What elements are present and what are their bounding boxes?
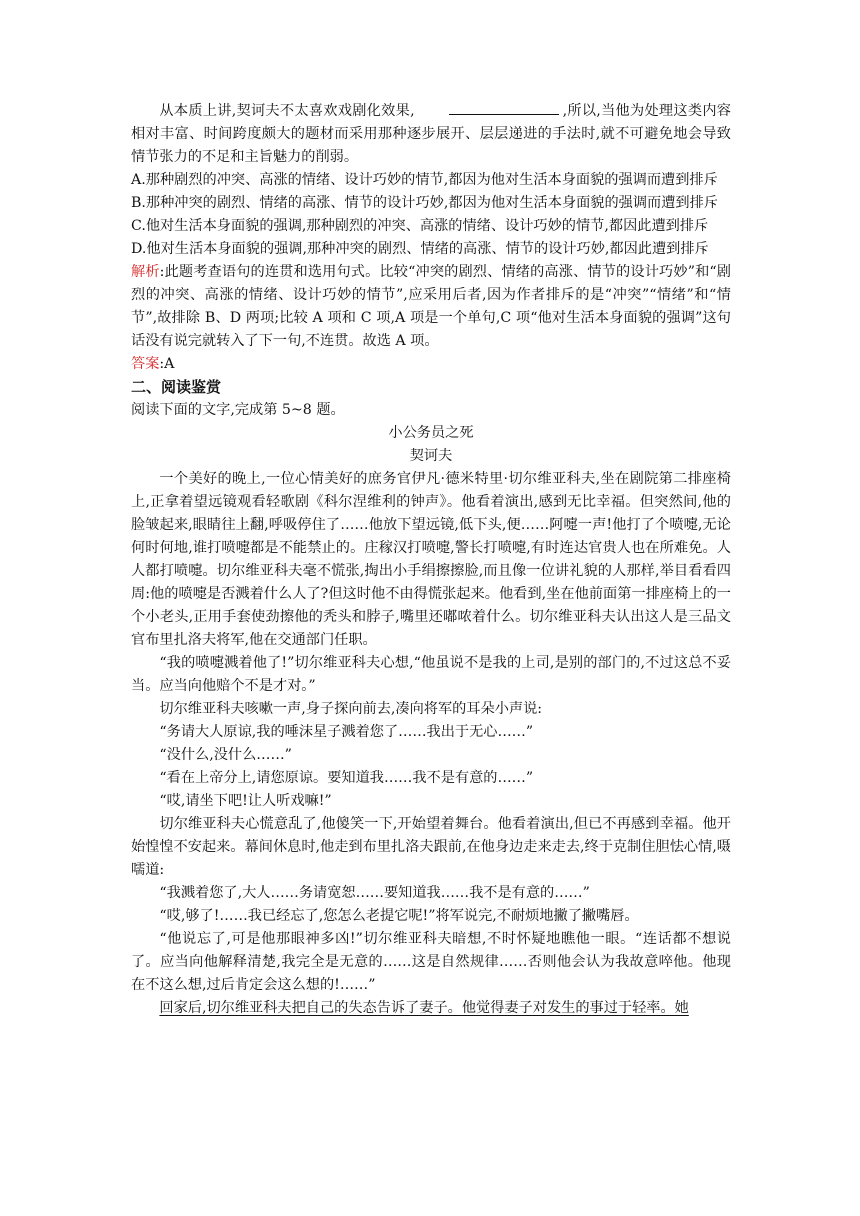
option-b: B.那种冲突的剧烈、情绪的高涨、情节的设计巧妙,都因为他对生活本身面貌的强调而遭到排斥 [131, 195, 718, 211]
story-paragraph-underlined [131, 997, 731, 1020]
story-author: 契诃夫 [409, 448, 453, 464]
story-paragraph: 切尔维亚科夫心慌意乱了,他傻笑一下,开始望着舞台。他看着演出,但已不再感到幸福。他开始惶惶不安起来。幕间休息时,他走到布里扎洛夫跟前,在他身边走来走去,终于克制住胆怯心情,嗫嚅道: [131, 816, 731, 878]
answer-label: 答案 [131, 356, 160, 372]
story-paragraph: “哎,够了!……我已经忘了,您怎么老提它呢!”将军说完,不耐烦地撇了撇嘴唇。 [159, 908, 639, 924]
story-paragraph: “没什么,没什么……” [159, 747, 292, 763]
story-paragraph: “我的喷嚏溅着他了!”切尔维亚科夫心想,“他虽说不是我的上司,是别的部门的,不过这总不妥当。应当向他赔个不是才对。” [131, 655, 731, 694]
story-paragraph: “看在上帝分上,请您原谅。要知道我……我不是有意的……” [159, 770, 534, 786]
answer-blank [449, 100, 559, 115]
story-paragraph: 一个美好的晚上,一位心情美好的庶务官伊凡·德米特里·切尔维亚科夫,坐在剧院第二排座椅上,正拿着望远镜观看轻歌剧《科尔涅维利的钟声》。他看着演出,感到无比幸福。但突然间,他的脸皱起来,眼睛往上翻,呼吸停住了……他放下望远镜,低下头,便……阿嚏一声!他打了个喷嚏,无论何时何地,谁打喷嚏都是不能禁止的。庄稼汉打喷嚏,警长打喷嚏,有时连达官贵人也在所难免。人人都打喷嚏。切尔维亚科夫毫不慌张,掏出小手绢擦擦脸,而且像一位讲礼貌的人那样,举目看看四周:他的喷嚏是否溅着什么人了?但这时他不由得慌张起来。他看到,坐在他前面第一排座椅上的一个小老头,正用手套使劲擦他的秃头和脖子,嘴里还嘟哝着什么。切尔维亚科夫认出这人是三品文官布里扎洛夫将军,他在交通部门任职。 [131, 471, 731, 648]
document-page [131, 100, 731, 1020]
option-a: A.那种剧烈的冲突、高涨的情绪、设计巧妙的情节,都因为他对生活本身面貌的强调而遭到排斥 [131, 172, 718, 188]
story-paragraph: 切尔维亚科夫咳嗽一声,身子探向前去,凑向将军的耳朵小声说: [159, 701, 543, 717]
section-instruction: 阅读下面的文字,完成第 5~8 题。 [131, 402, 345, 418]
option-c: C.他对生活本身面貌的强调,那种剧烈的冲突、高涨的情绪、设计巧妙的情节,都因此遭到排斥 [131, 218, 709, 234]
section-title: 二、阅读鉴赏 [131, 378, 222, 396]
question-stem-after-blank: ,所以,当他为处理这类内容相对丰富、时间跨度颇大的题材而采用那种逐步展开、层层递进的手法时,就不可避免地会导致情节张力的不足和主旨魅力的削弱。 [131, 103, 731, 165]
story-title: 小公务员之死 [388, 425, 474, 441]
story-paragraph: “他说忘了,可是他那眼神多凶!”切尔维亚科夫暗想,不时怀疑地瞧他一眼。“连话都不想说了。应当向他解释清楚,我完全是无意的……这是自然规律……否则他会认为我故意啐他。他现在不这么想,过后肯定会这么想的!……” [131, 931, 731, 993]
story-paragraph: “哎,请坐下吧!让人听戏嘛!” [159, 793, 332, 809]
answer-text: :A [159, 356, 175, 372]
story-paragraph: “我溅着您了,大人……务请宽恕……要知道我……我不是有意的……” [159, 885, 590, 901]
analysis [131, 261, 731, 353]
option-d: D.他对生活本身面貌的强调,那种冲突的剧烈、情绪的高涨、情节的设计巧妙,都因此遭到排斥 [131, 241, 709, 257]
question-stem-before-blank: 从本质上讲,契诃夫不太喜欢戏剧化效果, [159, 103, 415, 119]
answer [131, 353, 731, 376]
story-paragraph: “务请大人原谅,我的唾沫星子溅着您了……我出于无心……” [159, 724, 534, 740]
underlined-passage: 回家后,切尔维亚科夫把自己的失态告诉了妻子。他觉得妻子对发生的事过于轻率。她 [159, 1000, 689, 1016]
question-stem [131, 100, 731, 169]
analysis-text: :此题考查语句的连贯和选用句式。比较“冲突的剧烈、情绪的高涨、情节的设计巧妙”和“剧烈的冲突、高涨的情绪、设计巧妙的情节”,应采用后者,因为作者排斥的是“冲突”“情绪”和“情节”,故排除 B、D 两项;比较 A 项和 C 项,A 项是一个单句,C 项“他对生活本身面貌的强调”这句话没有说完就转入了下一句,不连贯。故选 A 项。 [131, 264, 731, 349]
analysis-label: 解析 [131, 264, 160, 280]
